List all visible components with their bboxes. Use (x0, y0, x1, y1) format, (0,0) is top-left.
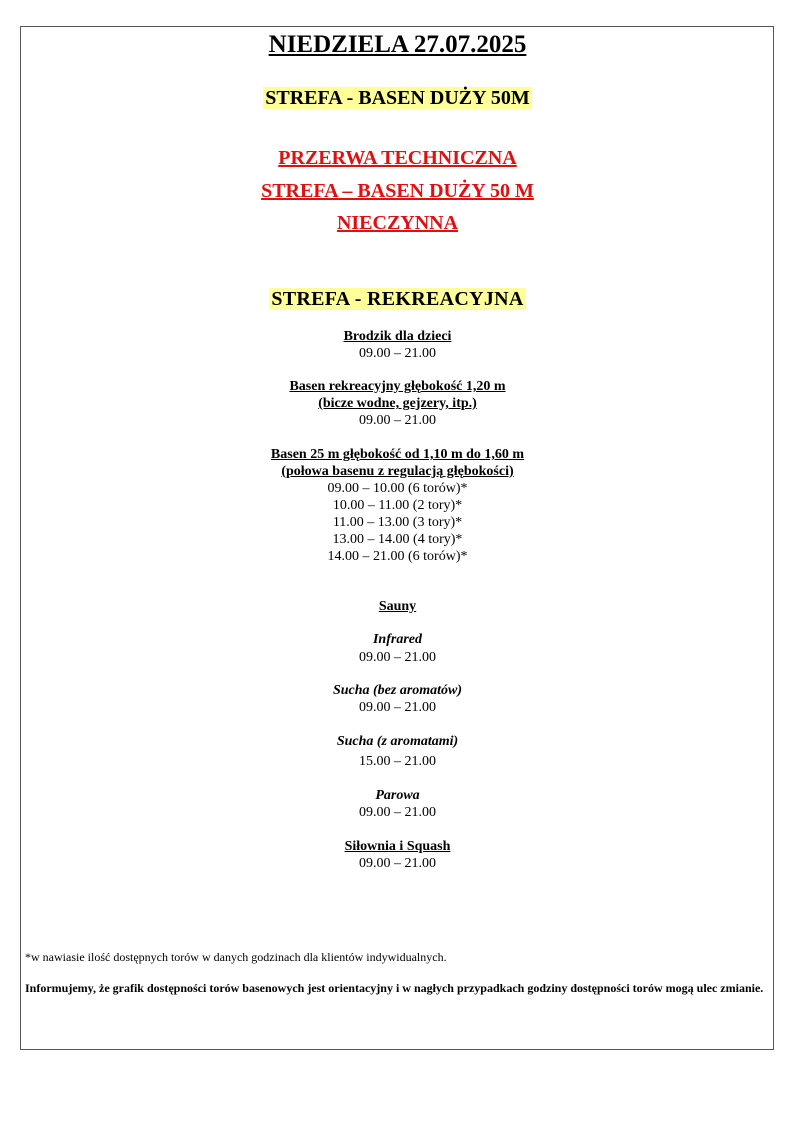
kids-pool-hours: 09.00 – 21.00 (359, 346, 436, 361)
zone-recreation-label: STREFA - REKREACYJNA (271, 288, 524, 310)
pool25-slot: 11.00 – 13.00 (3 tory)* (332, 515, 463, 530)
saunas-heading: Sauny (378, 599, 417, 614)
sauna-infrared-label: Infrared (372, 632, 422, 647)
pool25-label: Basen 25 m głębokość od 1,10 m do 1,60 m (270, 447, 525, 462)
sauna-dry-aroma-hours: 15.00 – 21.00 (359, 754, 436, 769)
pool25-slot: 14.00 – 21.00 (6 torów)* (327, 549, 468, 564)
page-title: NIEDZIELA 27.07.2025 (268, 31, 527, 58)
zone-pool-heading (0, 87, 795, 110)
notice-line-2: STREFA – BASEN DUŻY 50 M (261, 180, 534, 202)
kids-pool-label: Brodzik dla dzieci (343, 329, 452, 344)
pool25-slot: 10.00 – 11.00 (2 tory)* (332, 498, 463, 513)
sauna-steam-label: Parowa (375, 788, 420, 803)
notice-line-3: NIECZYNNA (336, 212, 459, 234)
sauna-steam-hours: 09.00 – 21.00 (359, 805, 436, 820)
sauna-dry-plain-label: Sucha (bez aromatów) (332, 683, 463, 698)
pool25-slot: 13.00 – 14.00 (4 tory)* (332, 532, 463, 547)
rec-pool-sub: (bicze wodne, gejzery, itp.) (318, 396, 477, 411)
zone-recreation-heading (0, 288, 795, 311)
sauna-dry-plain-hours: 09.00 – 21.00 (359, 700, 436, 715)
rec-pool-hours: 09.00 – 21.00 (359, 413, 436, 428)
notice-line-1: PRZERWA TECHNICZNA (278, 147, 517, 169)
gym-hours: 09.00 – 21.00 (359, 856, 436, 871)
footnote: *w nawiasie ilość dostępnych torów w danych godzinach dla klientów indywidualnych. (25, 950, 447, 964)
gym-label: Siłownia i Squash (344, 839, 451, 854)
sauna-infrared-hours: 09.00 – 21.00 (359, 650, 436, 665)
pool25-sub: (połowa basenu z regulacją głębokości) (281, 464, 514, 479)
disclaimer: Informujemy, że grafik dostępności torów basenowych jest orientacyjny i w nagłych przypadkach godziny dostępności torów mogą ulec zmianie. (25, 981, 764, 995)
pool25-slot: 09.00 – 10.00 (6 torów)* (327, 481, 468, 496)
zone-pool-label: STREFA - BASEN DUŻY 50M (265, 87, 530, 109)
rec-pool-label: Basen rekreacyjny głębokość 1,20 m (289, 379, 506, 394)
sauna-dry-aroma-label: Sucha (z aromatami) (336, 734, 459, 749)
